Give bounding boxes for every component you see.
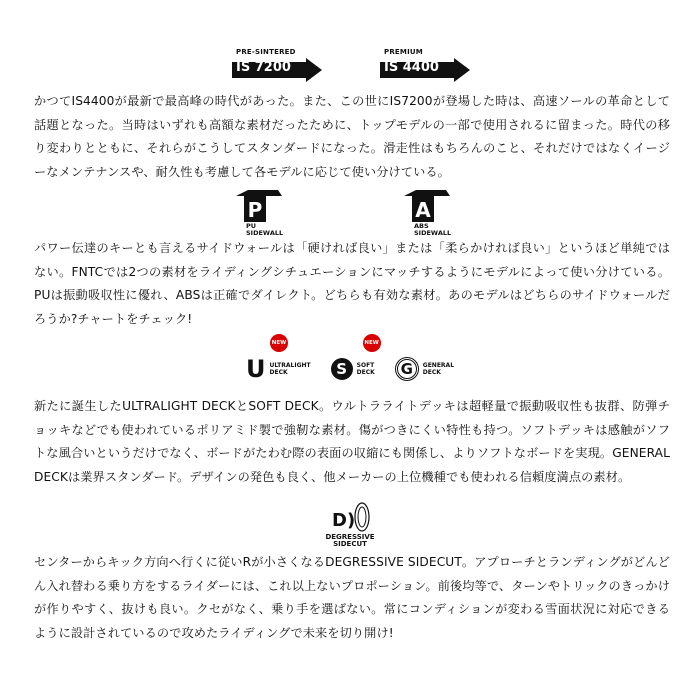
sole-badges-row [0, 48, 700, 88]
general-deck-label: GENERAL DECK [422, 362, 455, 376]
pu-sidewall-badge [234, 190, 298, 240]
soft-deck-icon: S [331, 358, 353, 380]
pre-sintered-badge [232, 48, 320, 88]
pu-letter: P [247, 198, 263, 222]
sidecut-badge-row [0, 500, 700, 550]
abs-sidewall-icon [402, 190, 466, 224]
sidecut-description: センターからキック方向へ行くに従いRが小さくなるDEGRESSIVE SIDECUT。アプローチとランディングがどんどん入れ替わる乗り方をするライダーには、これ以上ないプロポーション。前後均等で、ターンやトリックのきっかけが作りやすく、抜けも良い。クセがなく、乗り手を選ばない。常にコンディションが変わる雪面状況に対応できるように設計されているので攻めたライディングで未来を切り開け! [34, 555, 670, 640]
premium-badge [380, 48, 468, 88]
abs-sidewall-label: ABS SIDEWALL [414, 222, 452, 237]
sidecut-mark: D) [332, 510, 356, 531]
sole-description: かつてIS4400が最新で最高峰の時代があった。また、この世にIS7200が登場した時は、高速ソールの革命として話題となった。当時はいずれも高額な素材だったために、トップモデルの一部で使用されるに留まった。時代の移り変わりとともに、それらがこうしてスタンダードになった。滑走性はもちろんのこと、それだけではなくイージーなメンテナンスや、耐久性も考慮して各モデルに応じて使い分けている。 [34, 94, 670, 179]
sidecut-label: DEGRESSIVE SIDECUT [325, 533, 375, 548]
soft-deck-label: SOFT DECK [356, 362, 375, 376]
is4400-label: IS 4400 [384, 60, 439, 75]
deck-description: 新たに誕生したULTRALIGHT DECKとSOFT DECK。ウルトラライトデッキは超軽量で振動吸収性も抜群、防弾チョッキなどでも使われているポリアミド製で強靭な素材。傷がつきにくい特性も持つ。ソフトデッキは感触がソフトな風合いというだけでなく、ボードがたわむ際の表面の収縮にも関係し、よりソフトなボードを実現。GENERAL DECKは業界スタンダード。デザインの発色も良く、他メーカーの上位機種でも使われる信頼度満点の素材。 [34, 399, 670, 484]
is7200-label: IS 7200 [236, 60, 291, 75]
premium-label: PREMIUM [384, 48, 423, 56]
general-deck-icon: G [395, 357, 419, 381]
new-badge: NEW [363, 334, 381, 352]
ultralight-deck-label: ULTRALIGHT DECK [269, 362, 311, 376]
sidewall-description: パワー伝達のキーとも言えるサイドウォールは「硬ければ良い」または「柔らかければ良い」というほど単純ではない。FNTCでは2つの素材をライディングシチュエーションにマッチするようにモデルによって使い分けている。PUは振動吸収性に優れ、ABSは正確でダイレクト。どちらも有効な素材。あのモデルはどちらのサイドウォールだろうか?チャートをチェック! [34, 241, 670, 326]
sidecut-icon [310, 500, 390, 534]
ultralight-deck-badge [246, 332, 311, 396]
abs-letter: A [415, 198, 431, 222]
new-badge: NEW [270, 334, 288, 352]
general-deck-badge [395, 332, 454, 396]
pre-sintered-label: PRE-SINTERED [236, 48, 296, 56]
pu-sidewall-label: PU SIDEWALL [246, 222, 284, 237]
pu-sidewall-icon [234, 190, 298, 224]
sidewall-badges-row [0, 190, 700, 240]
degressive-sidecut-badge [310, 500, 390, 550]
deck-badges-row [0, 332, 700, 396]
abs-sidewall-badge [402, 190, 466, 240]
soft-deck-badge [331, 332, 379, 396]
ultralight-letter-icon: U [245, 355, 266, 383]
